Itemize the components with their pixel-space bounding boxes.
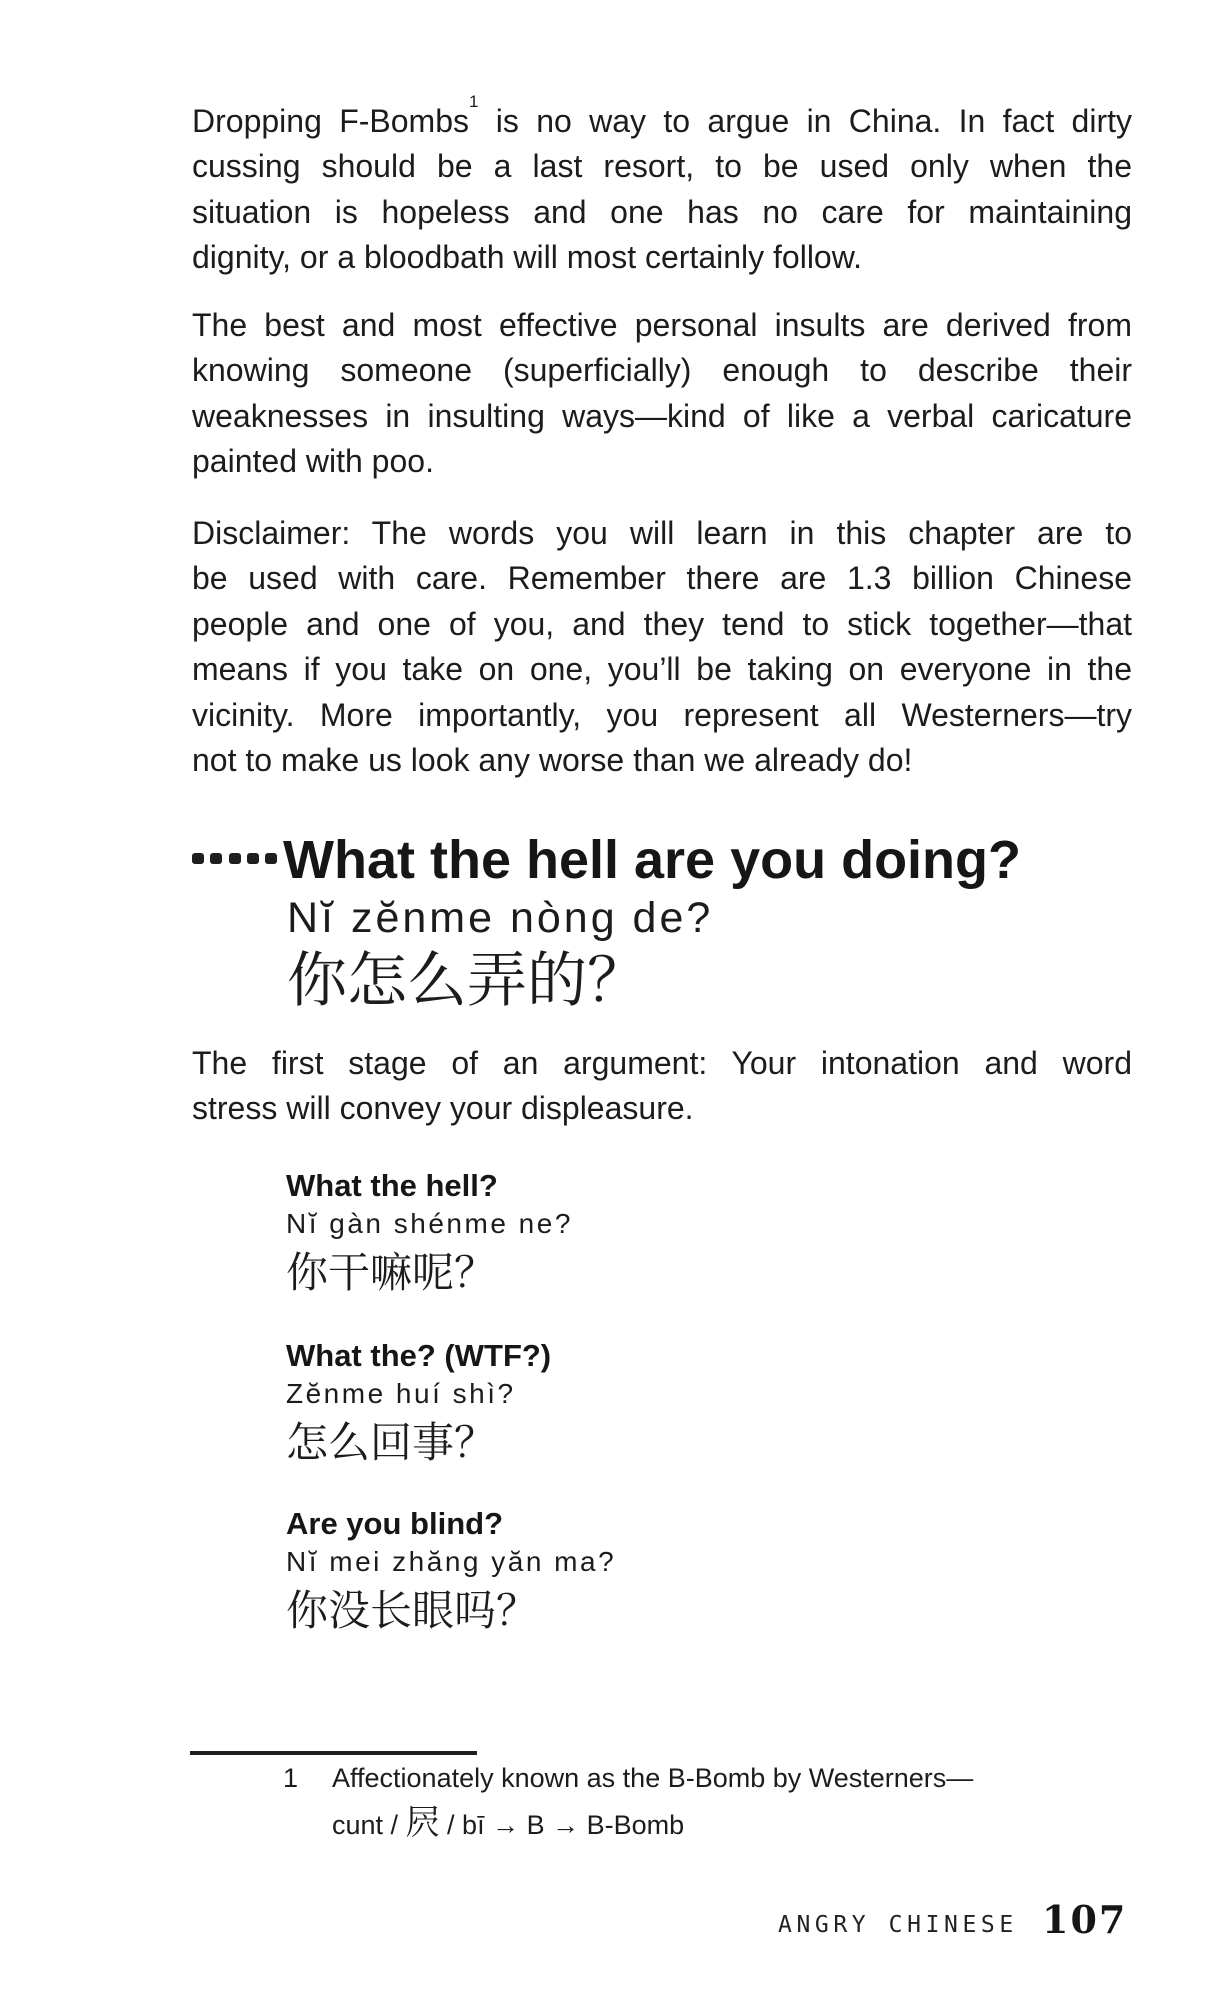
example-pinyin: Zĕnme huí shì?: [286, 1378, 516, 1409]
example-entry: [286, 1168, 986, 1298]
dot: [265, 853, 277, 864]
footnote-text-part: cunt /: [332, 1810, 406, 1840]
example-english: Are you blind?: [286, 1506, 503, 1541]
paragraph-line: means if you take on one, you’ll be taking on everyone in the: [192, 651, 1132, 688]
example-pinyin: Nĭ mei zhăng yăn ma?: [286, 1546, 617, 1577]
paragraph-line: knowing someone (superficially) enough to describe their: [192, 352, 1132, 389]
phrase-description: [192, 1041, 1132, 1132]
paragraph-line: situation is hopeless and one has no care for maintaining: [192, 193, 1132, 230]
paragraph-line: be used with care. Remember there are 1.3 billion Chinese: [192, 560, 1132, 597]
footnote-line: [332, 1801, 1092, 1848]
dot: [192, 853, 204, 864]
paragraph-line: not to make us look any worse than we already do!: [192, 742, 913, 779]
phrase-chinese: 你怎么弄的？: [287, 946, 647, 1016]
paragraph-line: The first stage of an argument: Your intonation and word: [192, 1045, 1132, 1081]
footnote-reference: 1: [468, 92, 479, 112]
footnote-text-part: / bī → B → B-Bomb: [439, 1810, 685, 1840]
paragraph-line: cussing should be a last resort, to be used only when the: [192, 148, 1132, 185]
example-chinese: 怎么回事？: [286, 1418, 497, 1467]
dot: [229, 853, 241, 864]
example-entry: [286, 1506, 986, 1636]
body-paragraph-disclaimer: [192, 511, 1132, 783]
paragraph-line: stress will convey your displeasure.: [192, 1090, 694, 1127]
dotted-leader-icon: [192, 853, 277, 864]
running-head: ANGRY CHINESE: [778, 1912, 1018, 1938]
example-english: What the hell?: [286, 1168, 498, 1203]
paragraph-line: people and one of you, and they tend to stick together—that: [192, 605, 1132, 642]
phrase-heading: What the hell are you doing?: [283, 830, 1022, 890]
line-text: is no way to argue in China. In fact dirty: [478, 103, 1132, 139]
paragraph-line: weaknesses in insulting ways—kind of like a verbal caricature: [192, 397, 1132, 434]
phrase-pinyin: Nĭ zĕnme nòng de?: [287, 894, 714, 942]
footnote-line: Affectionately known as the B-Bomb by Westerners—: [332, 1763, 974, 1793]
page-number: 107: [1042, 1897, 1128, 1942]
footnote-divider: [190, 1751, 477, 1755]
footnote-number: 1: [283, 1763, 299, 1793]
paragraph-line: dignity, or a bloodbath will most certainly follow.: [192, 239, 862, 276]
example-entry: [286, 1338, 986, 1468]
example-chinese: 你没长眼吗？: [286, 1586, 539, 1635]
body-paragraph-2: [192, 303, 1132, 485]
paragraph-line: The best and most effective personal insults are derived from: [192, 307, 1132, 343]
example-pinyin: Nĭ gàn shénme ne?: [286, 1208, 573, 1239]
body-paragraph-1: [192, 92, 1132, 281]
example-chinese: 你干嘛呢？: [286, 1248, 497, 1297]
paragraph-line: painted with poo.: [192, 443, 434, 480]
paragraph-line: [192, 92, 1132, 144]
line-text: Dropping F-Bombs: [192, 103, 469, 139]
footnote-text: [332, 1756, 1092, 1848]
dot: [210, 853, 222, 864]
dot: [247, 853, 259, 864]
example-english: What the? (WTF?): [286, 1338, 552, 1373]
footnote-chinese-char: 屄: [405, 1803, 440, 1843]
paragraph-line: Disclaimer: The words you will learn in this chapter are to: [192, 515, 1132, 551]
paragraph-line: vicinity. More importantly, you represent all Westerners—try: [192, 696, 1132, 733]
